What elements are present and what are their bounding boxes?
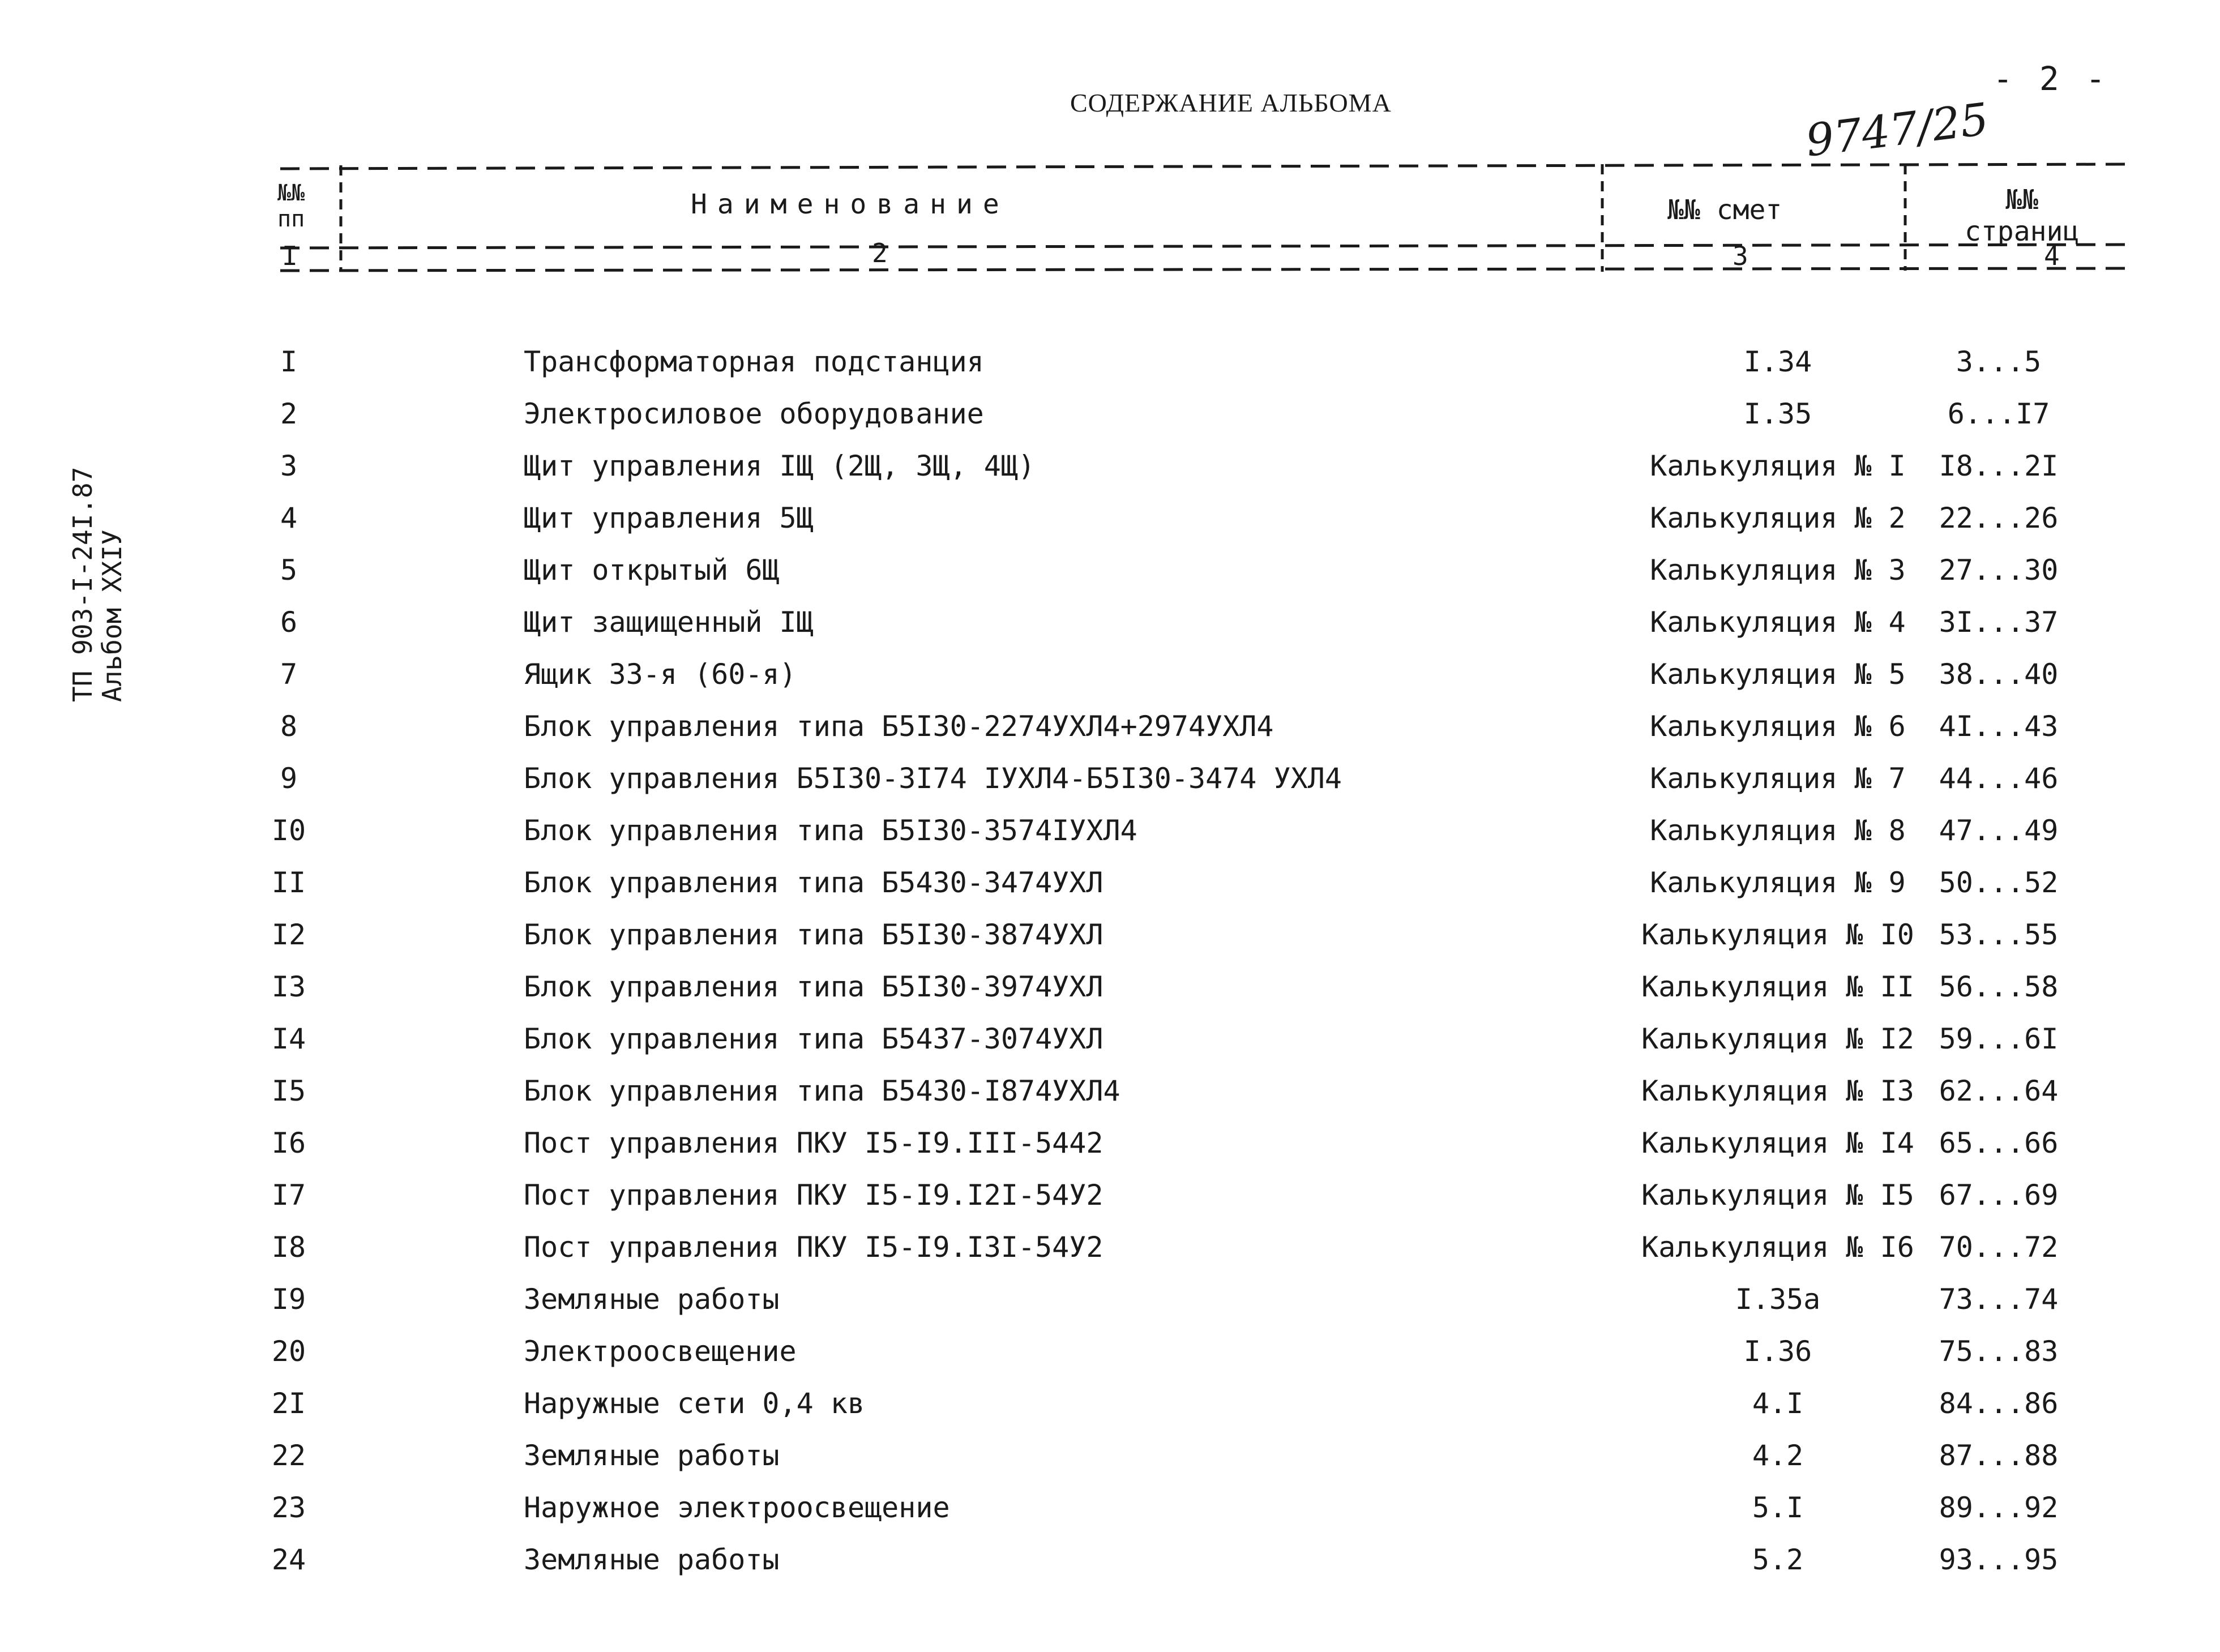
table-row bbox=[0, 450, 2220, 502]
header-col-pages-line2: страниц bbox=[1965, 216, 2080, 247]
row-name: Блок управления Б5I30-3I74 IУХЛ4-Б5I30-3474 УХЛ4 bbox=[524, 762, 1342, 795]
row-name: Земляные работы bbox=[524, 1439, 780, 1472]
page-number: - 2 - bbox=[1993, 59, 2109, 98]
side-stamp-line1: ТП 903-I-24I.87 bbox=[67, 467, 98, 702]
page-title: СОДЕРЖАНИЕ АЛЬБОМА bbox=[1070, 88, 1392, 117]
header-col-estimate: №№ смет bbox=[1667, 194, 1782, 226]
row-estimate: 4.2 bbox=[1752, 1439, 1804, 1472]
column-index-2: 2 bbox=[872, 238, 888, 268]
row-number: 2I bbox=[271, 1387, 306, 1420]
row-pages: 87...88 bbox=[1939, 1439, 2059, 1472]
header-mid-rule bbox=[280, 245, 2129, 248]
table-row bbox=[0, 814, 2220, 866]
row-name: Щит управления IЩ (2Щ, 3Щ, 4Щ) bbox=[524, 450, 1036, 482]
row-estimate: Калькуляция № 2 bbox=[1650, 502, 1906, 534]
row-name: Наружные сети 0,4 кв bbox=[524, 1387, 865, 1420]
row-estimate: Калькуляция № I4 bbox=[1641, 1127, 1914, 1159]
row-name: Щит защищенный IЩ bbox=[524, 606, 814, 639]
side-stamp-line2: Альбом XXIУ bbox=[97, 529, 127, 702]
row-pages: 50...52 bbox=[1939, 866, 2059, 899]
row-estimate: Калькуляция № I0 bbox=[1641, 918, 1914, 951]
row-number: 4 bbox=[280, 502, 298, 534]
row-name: Земляные работы bbox=[524, 1543, 780, 1576]
row-number: I7 bbox=[271, 1179, 306, 1212]
header-col-name: Наименование bbox=[691, 189, 1010, 220]
row-pages: 65...66 bbox=[1939, 1127, 2059, 1159]
table-row bbox=[0, 1075, 2220, 1127]
row-estimate: Калькуляция № 7 bbox=[1650, 762, 1906, 795]
row-name: Электросиловое оборудование bbox=[524, 397, 984, 430]
table-row bbox=[0, 1543, 2220, 1595]
column-index-1: I bbox=[282, 241, 298, 271]
table-row bbox=[0, 1127, 2220, 1179]
row-number: I6 bbox=[271, 1127, 306, 1159]
table-row bbox=[0, 345, 2220, 397]
row-name: Земляные работы bbox=[524, 1283, 780, 1316]
row-pages: 44...46 bbox=[1939, 762, 2059, 795]
row-number: II bbox=[271, 866, 306, 899]
row-name: Трансформаторная подстанция bbox=[524, 345, 984, 378]
table-row bbox=[0, 970, 2220, 1022]
table-row bbox=[0, 710, 2220, 762]
row-estimate: Калькуляция № I bbox=[1650, 450, 1906, 482]
row-estimate: I.35а bbox=[1735, 1283, 1821, 1316]
row-name: Наружное электроосвещение bbox=[524, 1491, 950, 1524]
row-estimate: I.35 bbox=[1743, 397, 1812, 430]
row-name: Блок управления типа Б5I30-3974УХЛ bbox=[524, 970, 1103, 1003]
row-number: 3 bbox=[280, 450, 298, 482]
row-estimate: Калькуляция № II bbox=[1641, 970, 1914, 1003]
row-pages: 3...5 bbox=[1956, 345, 2042, 378]
row-pages: 84...86 bbox=[1939, 1387, 2059, 1420]
header-top-rule bbox=[280, 164, 2129, 169]
row-estimate: Калькуляция № I2 bbox=[1641, 1022, 1914, 1055]
table-row bbox=[0, 606, 2220, 658]
row-name: Щит управления 5Щ bbox=[524, 502, 814, 534]
row-number: I2 bbox=[271, 918, 306, 951]
row-number: 20 bbox=[271, 1335, 306, 1368]
row-pages: 70...72 bbox=[1939, 1231, 2059, 1264]
table-row bbox=[0, 1231, 2220, 1283]
table-row bbox=[0, 397, 2220, 450]
row-pages: 22...26 bbox=[1939, 502, 2059, 534]
table-row bbox=[0, 866, 2220, 918]
row-pages: 56...58 bbox=[1939, 970, 2059, 1003]
table-header-frame bbox=[0, 0, 2220, 294]
row-pages: 93...95 bbox=[1939, 1543, 2059, 1576]
row-name: Блок управления типа Б5I30-3874УХЛ bbox=[524, 918, 1103, 951]
table-row bbox=[0, 1491, 2220, 1543]
row-estimate: I.34 bbox=[1743, 345, 1812, 378]
row-number: 8 bbox=[280, 710, 298, 743]
table-row bbox=[0, 1335, 2220, 1387]
row-pages: 75...83 bbox=[1939, 1335, 2059, 1368]
row-estimate: Калькуляция № I5 bbox=[1641, 1179, 1914, 1212]
row-name: Пост управления ПКУ I5-I9.I2I-54У2 bbox=[524, 1179, 1103, 1212]
table-row bbox=[0, 1387, 2220, 1439]
row-name: Ящик 33-я (60-я) bbox=[524, 658, 797, 691]
table-row bbox=[0, 502, 2220, 554]
row-number: 7 bbox=[280, 658, 298, 691]
row-name: Блок управления типа Б5I30-3574IУХЛ4 bbox=[524, 814, 1137, 847]
row-pages: 38...40 bbox=[1939, 658, 2059, 691]
row-pages: 4I...43 bbox=[1939, 710, 2059, 743]
row-pages: 67...69 bbox=[1939, 1179, 2059, 1212]
handwritten-note: 9747/25 bbox=[1803, 93, 1992, 167]
row-pages: 73...74 bbox=[1939, 1283, 2059, 1316]
table-row bbox=[0, 762, 2220, 814]
row-pages: 3I...37 bbox=[1939, 606, 2059, 639]
table-row bbox=[0, 658, 2220, 710]
column-index-3: 3 bbox=[1733, 241, 1748, 271]
row-name: Пост управления ПКУ I5-I9.I3I-54У2 bbox=[524, 1231, 1103, 1264]
row-pages: I8...2I bbox=[1939, 450, 2059, 482]
row-number: I5 bbox=[271, 1075, 306, 1107]
row-name: Блок управления типа Б5I30-2274УХЛ4+2974УХЛ4 bbox=[524, 710, 1274, 743]
row-number: I8 bbox=[271, 1231, 306, 1264]
header-col-pages bbox=[1965, 184, 2079, 247]
row-estimate: Калькуляция № 6 bbox=[1650, 710, 1906, 743]
row-estimate: I.36 bbox=[1743, 1335, 1812, 1368]
row-estimate: Калькуляция № 4 bbox=[1650, 606, 1906, 639]
table-row bbox=[0, 1439, 2220, 1491]
row-number: I9 bbox=[271, 1283, 306, 1316]
row-name: Блок управления типа Б5430-3474УХЛ bbox=[524, 866, 1103, 899]
row-estimate: 5.2 bbox=[1752, 1543, 1804, 1576]
row-number: 2 bbox=[280, 397, 298, 430]
row-number: 23 bbox=[271, 1491, 306, 1524]
table-row bbox=[0, 918, 2220, 970]
column-index-4: 4 bbox=[2044, 241, 2060, 271]
header-bottom-rule bbox=[280, 268, 2129, 271]
row-estimate: Калькуляция № 9 bbox=[1650, 866, 1906, 899]
row-pages: 6...I7 bbox=[1947, 397, 2050, 430]
row-name: Электроосвещение bbox=[524, 1335, 797, 1368]
row-number: 22 bbox=[271, 1439, 306, 1472]
row-pages: 53...55 bbox=[1939, 918, 2059, 951]
row-name: Щит открытый 6Щ bbox=[524, 554, 780, 587]
row-number: I4 bbox=[271, 1022, 306, 1055]
row-number: 24 bbox=[271, 1543, 306, 1576]
row-number: I3 bbox=[271, 970, 306, 1003]
table-row bbox=[0, 1179, 2220, 1231]
row-number: 9 bbox=[280, 762, 298, 795]
row-number: 6 bbox=[280, 606, 298, 639]
row-pages: 62...64 bbox=[1939, 1075, 2059, 1107]
row-estimate: 5.I bbox=[1752, 1491, 1804, 1524]
row-number: I bbox=[280, 345, 298, 378]
table-row bbox=[0, 1022, 2220, 1075]
row-estimate: Калькуляция № I3 bbox=[1641, 1075, 1914, 1107]
row-name: Блок управления типа Б5437-3074УХЛ bbox=[524, 1022, 1103, 1055]
row-pages: 47...49 bbox=[1939, 814, 2059, 847]
header-col-pages-line1: №№ bbox=[2005, 184, 2039, 216]
table-row bbox=[0, 554, 2220, 606]
row-name: Блок управления типа Б5430-I874УХЛ4 bbox=[524, 1075, 1120, 1107]
row-number: I0 bbox=[271, 814, 306, 847]
table-row bbox=[0, 1283, 2220, 1335]
row-estimate: Калькуляция № 3 bbox=[1650, 554, 1906, 587]
row-name: Пост управления ПКУ I5-I9.III-5442 bbox=[524, 1127, 1103, 1159]
row-pages: 89...92 bbox=[1939, 1491, 2059, 1524]
row-pages: 27...30 bbox=[1939, 554, 2059, 587]
row-estimate: 4.I bbox=[1752, 1387, 1804, 1420]
row-estimate: Калькуляция № 8 bbox=[1650, 814, 1906, 847]
row-estimate: Калькуляция № I6 bbox=[1641, 1231, 1914, 1264]
row-estimate: Калькуляция № 5 bbox=[1650, 658, 1906, 691]
row-pages: 59...6I bbox=[1939, 1022, 2059, 1055]
row-number: 5 bbox=[280, 554, 298, 587]
header-col-number: №№ пп bbox=[277, 180, 305, 232]
